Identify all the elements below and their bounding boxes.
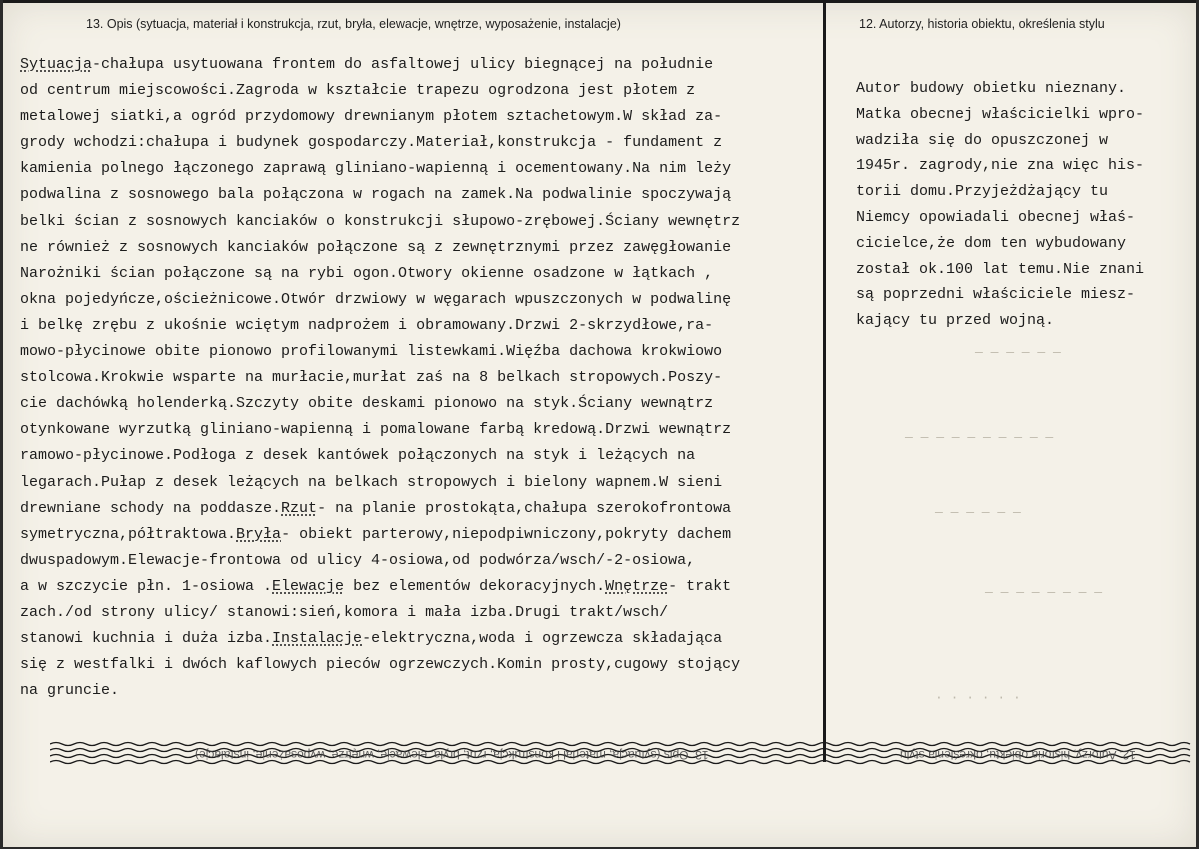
text-run: zach./od strony ulicy/ stanowi:sień,komora i mała izba.Drugi trakt/wsch/ (20, 603, 669, 621)
underlined-heading: Sytuacja (20, 56, 93, 73)
description-line (20, 522, 840, 548)
description-line (20, 261, 840, 287)
description-line (20, 182, 840, 208)
underlined-heading: Wnętrze (605, 577, 669, 595)
text-run: mowo-płycinowe obite pionowo profilowanymi listewkami.Więźba dachowa krokwiowo (20, 343, 723, 361)
section-12-header: 12. Autorzy, historia obiektu, określenia stylu (859, 17, 1105, 31)
description-line (20, 574, 840, 600)
description-text (20, 52, 840, 704)
description-line (20, 626, 840, 652)
text-run: się z westfalki i dwóch kaflowych pieców ogrzewczych.Komin prosty,cugowy stojący (20, 656, 741, 674)
bleed-through-mark: — — — — — — — — (985, 585, 1103, 600)
text-run: metalowej siatki,a ogród przydomowy drewnianym płotem sztachetowym.W skład za- (20, 108, 723, 126)
history-line: są poprzedni właściciele miesz- (856, 286, 1136, 304)
card-top-border (0, 0, 1199, 3)
text-run: a w szczycie płn. 1-osiowa . (20, 577, 273, 595)
text-run: -chałupa usytuowana frontem do asfaltowej ulicy biegnącej na południe (92, 56, 714, 73)
history-line: kający tu przed wojną. (856, 312, 1055, 330)
history-line: cicielce,że dom ten wybudowany (856, 234, 1127, 252)
text-run: i belkę zrębu z ukośnie wciętym nadprożem i obramowany.Drzwi 2-skrzydłowe,ra- (20, 316, 714, 334)
description-line (20, 470, 840, 496)
history-line: został ok.100 lat temu.Nie znani (856, 260, 1145, 278)
description-line (20, 443, 840, 469)
description-line (20, 339, 840, 365)
text-run: stolcowa.Krokwie wsparte na murłacie,murłat zaś na 8 belkach stropowych.Poszy- (20, 369, 723, 387)
underlined-heading: Elewacje (272, 577, 345, 595)
description-line (20, 287, 840, 313)
description-line (20, 235, 840, 261)
section-13-header: 13. Opis (sytuacja, materiał i konstrukcja, rzut, bryła, elewacje, wnętrze, wyposażenie, instalacje) (86, 17, 621, 31)
text-run: okna pojedyńcze,ościeżnicowe.Otwór drzwiowy w węgarach wpuszczonych w podwalinę (20, 290, 732, 308)
text-run: - trakt (668, 577, 732, 595)
history-line: Matka obecnej właścicielki wpro- (856, 105, 1145, 123)
text-run: cie dachówką holenderką.Szczyty obite deskami pionowo na styk.Ściany wewnątrz (20, 395, 714, 413)
text-run: od centrum miejscowości.Zagroda w kształcie trapezu ogrodzona jest płotem z (20, 82, 696, 100)
description-line (20, 391, 840, 417)
mirrored-section-13-header: 13. Opis (sytuacja, materiał i konstrukcja, rzut, bryła, elewacje, wnętrze, wyposażenie, instalacje) (195, 748, 709, 762)
text-run: ne również z sosnowych kanciaków połączone są z zewnętrznymi przez zawęgłowanie (20, 238, 732, 256)
description-line (20, 313, 840, 339)
text-run: -elektryczna,woda i ogrzewcza składająca (362, 630, 723, 648)
bleed-through-mark: · · · · · · (935, 690, 1021, 705)
text-run: otynkowane wyrzutką gliniano-wapienną i pomalowane farbą kredową.Drzwi wewnątrz (20, 421, 732, 439)
text-run: podwalina z sosnowego bala połączona w rogach na zamek.Na podwalinie spoczywają (20, 186, 732, 204)
text-run: ramowo-płycinowe.Podłoga z desek kantówek połączonych na styk i leżących na (20, 447, 696, 465)
text-run: bez elementów dekoracyjnych. (344, 577, 606, 595)
description-line (20, 209, 840, 235)
history-line: Autor budowy obietku nieznany. (856, 80, 1127, 97)
bleed-through-mark: — — — — — — (935, 505, 1021, 520)
description-line (20, 678, 840, 704)
bleed-through-mark: — — — — — — (975, 345, 1061, 360)
history-line: torii domu.Przyjeżdżający tu (856, 183, 1109, 201)
description-line (20, 78, 840, 104)
text-run: na gruncie. (20, 682, 120, 700)
underlined-heading: Rzut (281, 499, 318, 517)
description-line (20, 652, 840, 678)
card-left-border (0, 0, 3, 849)
text-run: dwuspadowym.Elewacje-frontowa od ulicy 4-osiowa,od podwórza/wsch/-2-osiowa, (20, 551, 696, 569)
text-run: symetryczna,półtraktowa. (20, 525, 237, 543)
history-line: Niemcy opowiadali obecnej właś- (856, 208, 1136, 226)
description-line (20, 548, 840, 574)
text-run: stanowi kuchnia i duża izba. (20, 630, 273, 648)
description-line (20, 600, 840, 626)
underlined-heading: Bryła (236, 525, 282, 543)
text-run: Narożniki ścian połączone są na rybi ogon.Otwory okienne osadzone w łątkach , (20, 264, 714, 282)
description-line (20, 52, 840, 78)
bleed-through-mark: — — — — — — — — — — (905, 430, 1054, 445)
history-text (856, 76, 1186, 334)
underlined-heading: Instalacje (272, 630, 363, 648)
text-run: kamienia polnego łączonego zaprawą gliniano-wapienną i ocementowany.Na nim leży (20, 160, 732, 178)
description-line (20, 496, 840, 522)
history-line: 1945r. zagrody,nie zna więc his- (856, 157, 1145, 175)
description-line (20, 104, 840, 130)
description-line (20, 130, 840, 156)
description-line (20, 156, 840, 182)
description-line (20, 365, 840, 391)
description-line (20, 417, 840, 443)
text-run: belki ścian z sosnowych kanciaków o konstrukcji słupowo-zrębowej.Ściany wewnętrz (20, 212, 741, 230)
text-run: grody wchodzi:chałupa i budynek gospodarczy.Materiał,konstrukcja - fundament z (20, 134, 723, 152)
text-run: - obiekt parterowy,niepodpiwniczony,pokryty dachem (281, 525, 732, 543)
mirrored-section-12-header: 12. Autorzy, historia obiektu, określenia stylu (900, 748, 1136, 762)
text-run: drewniane schody na poddasze. (20, 499, 282, 517)
history-line: wadziła się do opuszczonej w (856, 131, 1109, 149)
text-run: - na planie prostokąta,chałupa szerokofrontowa (317, 499, 732, 517)
text-run: legarach.Pułap z desek leżących na belkach stropowych i bielony wapnem.W sieni (20, 473, 723, 491)
